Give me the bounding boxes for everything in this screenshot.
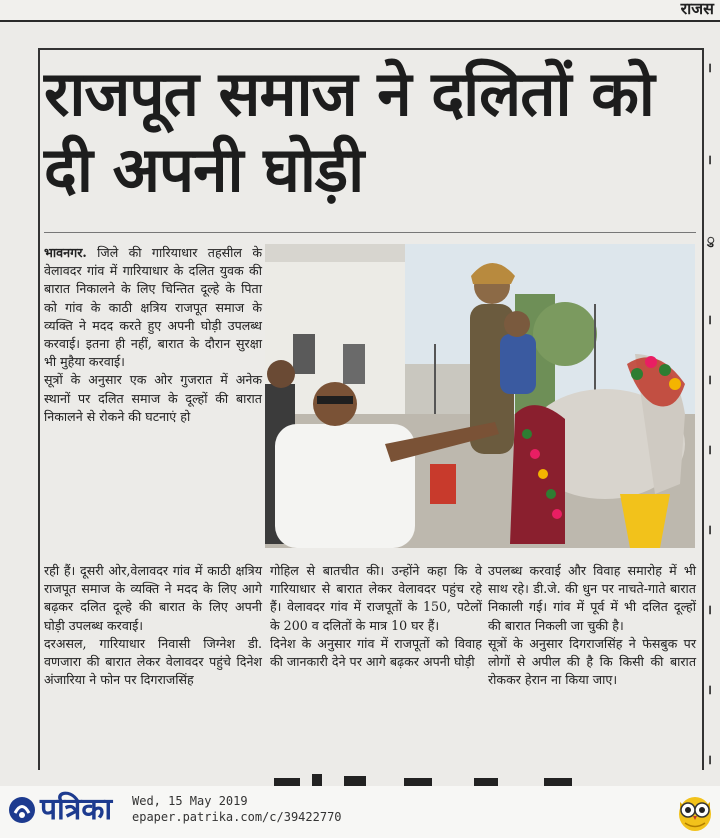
article-paragraph: सूत्रों के अनुसार एक ओर गुजरात में अनेक स्थानों पर दलित समाज के दूल्हों की बारात निकालने से रोकने की घटनाएं हो [44,372,262,424]
top-strip [0,0,720,22]
edge-mark: । [707,683,712,698]
article-paragraph: सूत्रों के अनुसार दिगराजसिंह ने फेसबुक पर लोगों से अपील की है कि किसी की बारात रोककर हेरान ना किया जाए। [488,635,696,688]
edge-mark: । [707,443,712,458]
article-paragraph: गोहिल से बातचीत की। उन्होंने कहा कि वे गारियाधार से बारात लेकर वेलावदर पहुंच रहे हैं। वेलावदर गांव में राजपूतों के 150, पटेलों के 200 व दलितों के मात्र 10 घर हैं। [270,563,482,633]
edge-mark: । [707,603,712,618]
article-paragraph: उपलब्ध करवाई और विवाह समारोह में भी साथ रहे। डी.जे. की धुन पर नाचते-गाते बारात निकाली गई। गांव में पूर्व में भी दलित दूल्हों की बारात निकली जा चुकी है। [488,563,696,633]
article-paragraph: दरअसल, गारियाधार निवासी जिग्नेश डी. वणजारा की बारात लेकर वेलावदर पहुंचे दिनेश अंजारिया ने फोन पर दिगराजसिंह [44,635,262,688]
article-photo [265,244,695,548]
article-paragraph: दिनेश के अनुसार गांव में राजपूतों को विवाह की जानकारी देने पर आगे बढ़कर अपनी घोड़ी [270,635,482,670]
article-column-1 [44,562,262,689]
epaper-footer [0,786,720,838]
edition-date: Wed, 15 May 2019 [132,794,248,808]
edition-url[interactable]: epaper.patrika.com/c/39422770 [132,810,342,824]
edge-mark: ु [707,233,715,248]
edge-mark: । [707,313,712,328]
wedding-procession-photo [265,244,695,548]
headline-rule [44,232,696,233]
article-column-left [44,244,262,426]
owl-icon [676,792,714,832]
adjacent-column-edge [703,40,720,800]
edge-mark: । [707,753,712,768]
dateline: भावनगर. [44,245,87,260]
edge-mark: । [707,61,712,76]
next-headline-cut [44,770,704,786]
article-paragraph [44,244,262,371]
brand-name: पत्रिका [40,792,113,827]
article-paragraph: रही हैं। दूसरी ओर,वेलावदर गांव में काठी क्षत्रिय राजपूत समाज के व्यक्ति ने मदद के लिए आगे बढ़कर दलित दूल्हे की बारात के लिए अपनी घोड़ी उपलब्ध करवाई। [44,563,262,633]
edge-mark: । [707,523,712,538]
paragraph-text: जिले की गारियाधार तहसील के वेलावदर गांव में गारियाधार के दलित युवक की बारात निकालने के लिए चिन्तित दूल्हे के पिता को गांव के काठी क्षत्रिय राजपूत समाज के व्यक्ति ने मदद करते हुए अपनी घोड़ी उपलब्ध करवाई। इतना ही नहीं, बारात के दौरान सुरक्षा भी मुहैया करवाई। [44,245,262,370]
patrika-logo-icon [8,796,36,824]
page-corner-word: राजस [680,0,714,18]
edge-mark: । [707,153,712,168]
article-column-3 [488,562,696,689]
article-column-2 [270,562,482,671]
cut-off-headline-shapes [44,770,704,786]
headline: राजपूत समाज ने दलितों को दी अपनी घोड़ी [44,57,654,206]
edge-mark: । [707,373,712,388]
top-rule [0,20,720,22]
